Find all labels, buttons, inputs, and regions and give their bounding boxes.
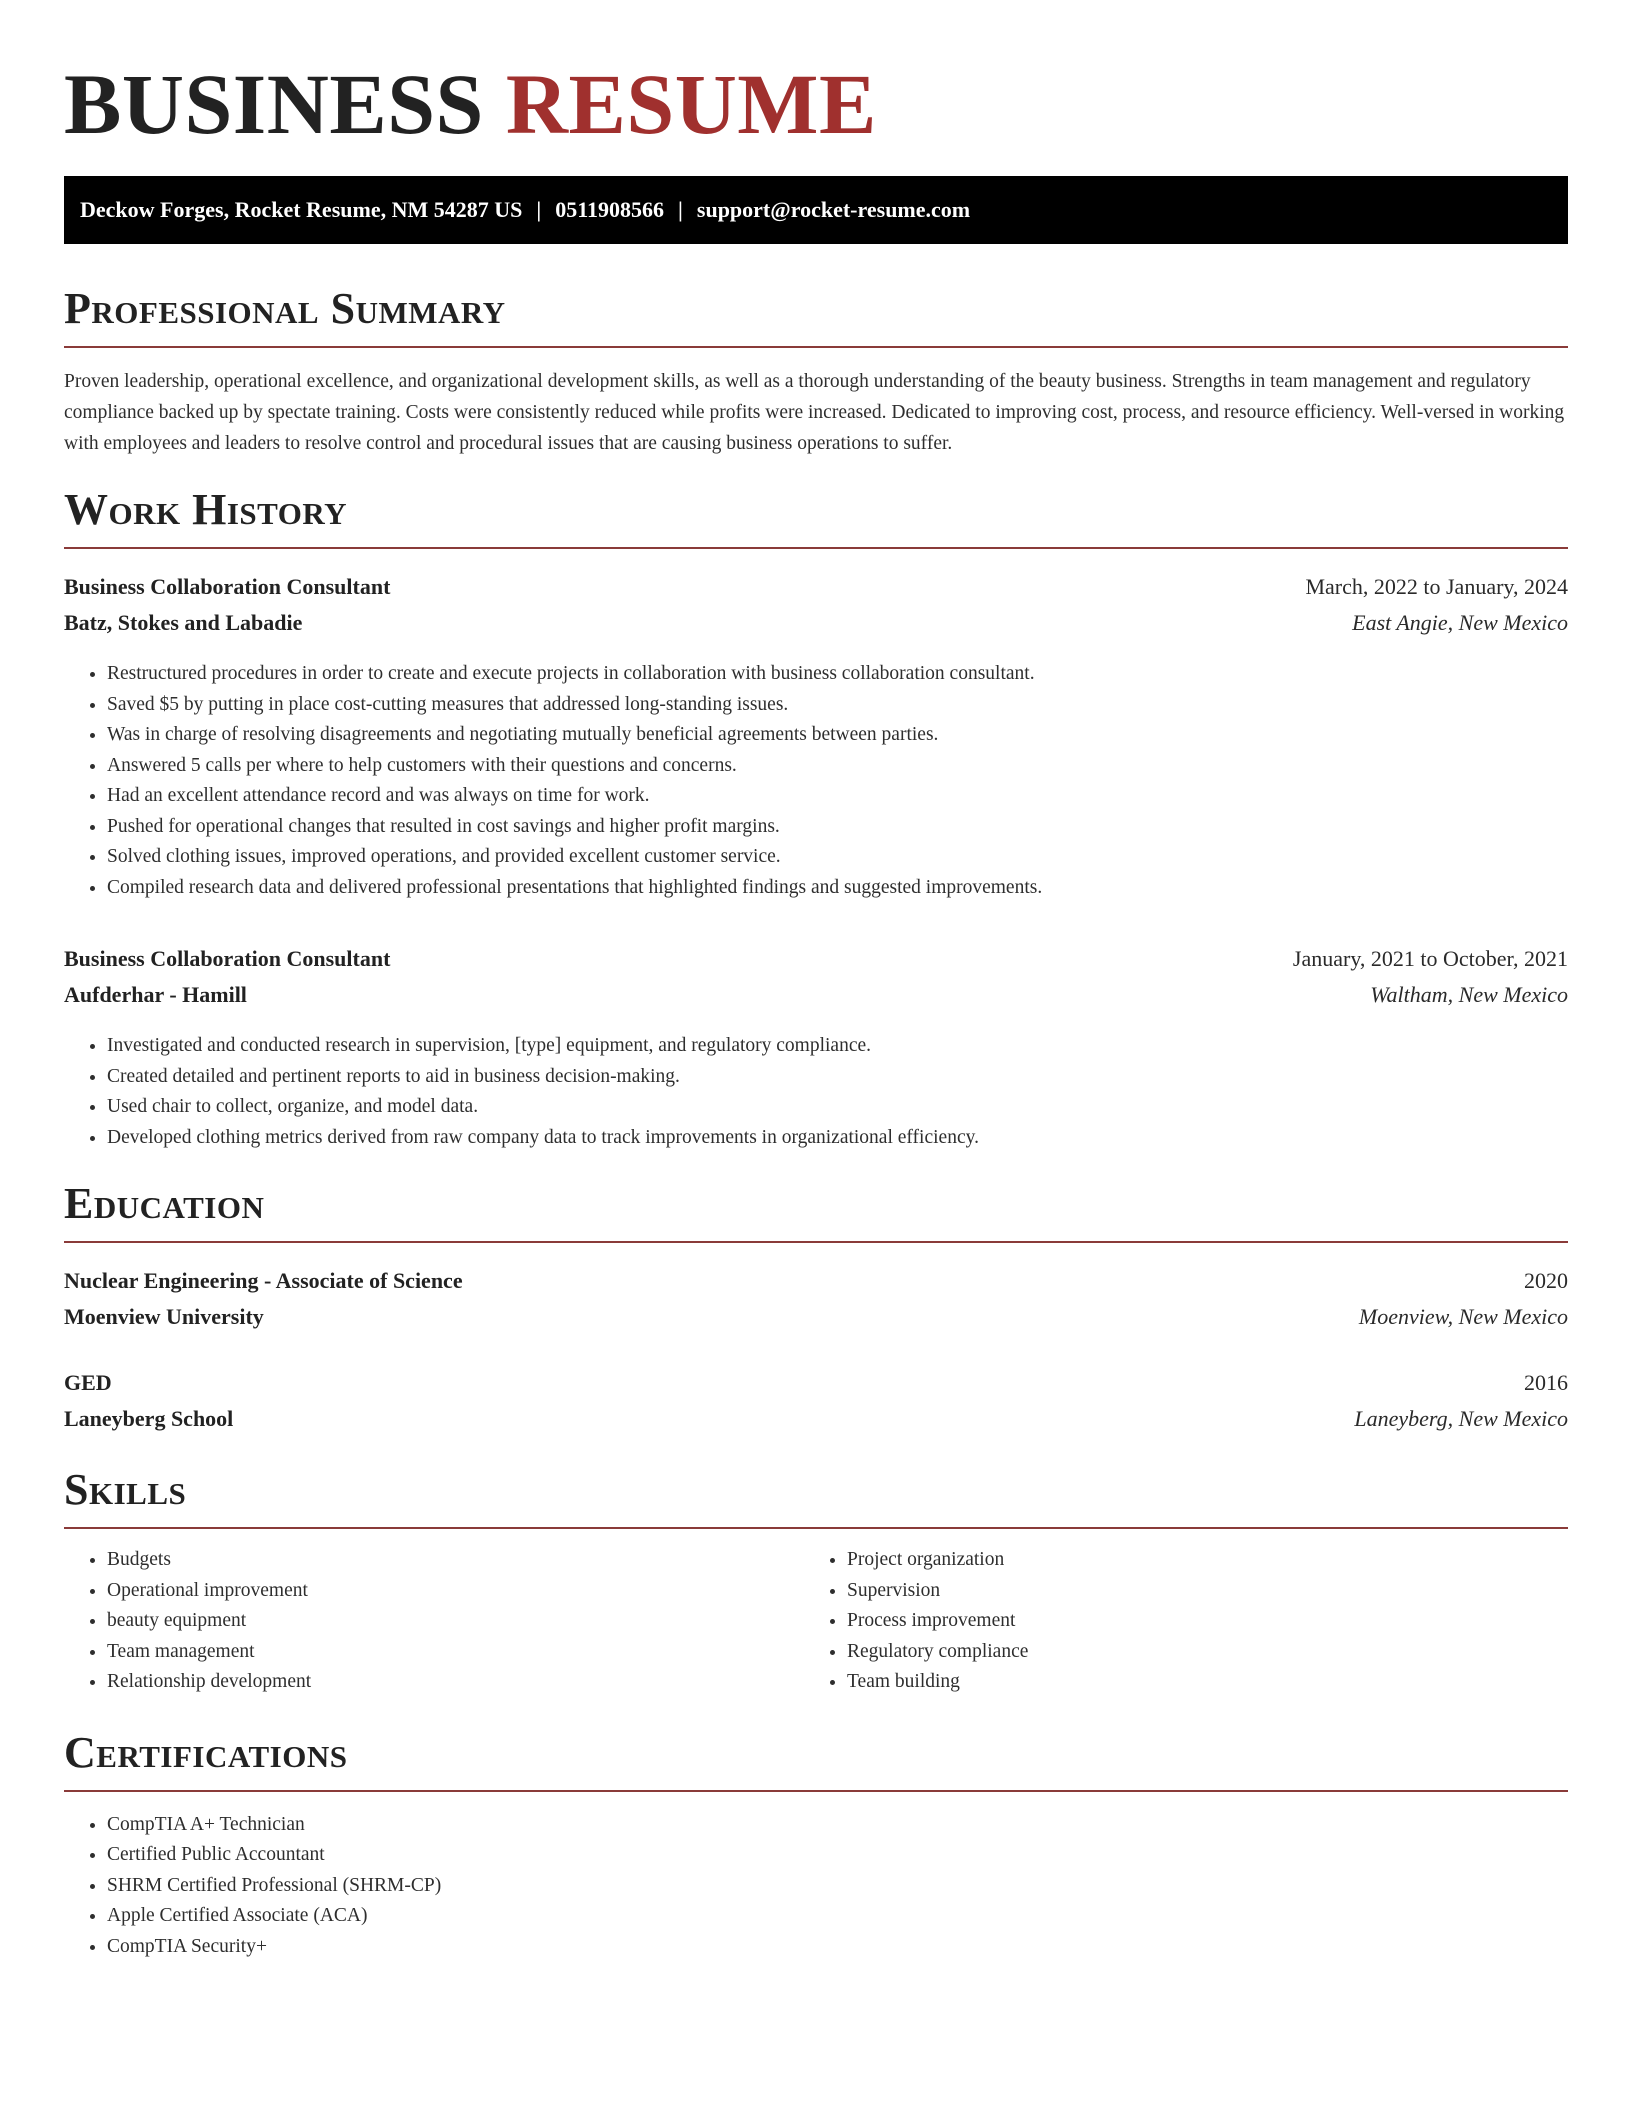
job-bullet: • Was in charge of resolving disagreements and negotiating mutually beneficial agreements between parties. — [107, 720, 1568, 751]
contact-email: support@rocket-resume.com — [696, 197, 971, 222]
certification-item: • CompTIA A+ Technician — [107, 1810, 1568, 1841]
skills-column-left — [64, 1545, 804, 1698]
education-heading: Education — [64, 1179, 1568, 1243]
skill-item: • Regulatory compliance — [847, 1637, 1544, 1668]
job-company: Aufderhar - Hamill — [64, 982, 247, 1007]
job-header-row — [64, 941, 1568, 977]
skills-column-right — [804, 1545, 1544, 1698]
skill-item: • Team building — [847, 1667, 1544, 1698]
education-year: 2020 — [1524, 1268, 1568, 1293]
job-dates: January, 2021 to October, 2021 — [1292, 946, 1568, 971]
job-bullet: • Investigated and conducted research in supervision, [type] equipment, and regulatory compliance. — [107, 1031, 1568, 1062]
education-school: Laneyberg School — [64, 1406, 234, 1431]
certifications-section — [64, 1728, 1568, 1963]
summary-heading: Professional Summary — [64, 284, 1568, 348]
job-bullet: • Pushed for operational changes that resulted in cost savings and higher profit margins. — [107, 812, 1568, 843]
education-section — [64, 1179, 1568, 1437]
education-location: Moenview, New Mexico — [1358, 1304, 1568, 1329]
job-bullets — [64, 659, 1568, 903]
job-bullet: • Developed clothing metrics derived from raw company data to track improvements in organizational efficiency. — [107, 1123, 1568, 1154]
summary-text: Proven leadership, operational excellence, and organizational development skills, as well as a thorough understanding of the beauty business. Strengths in team management and regulatory compliance backed up by spectate training. Costs were consistently reduced while profits were increased. Dedicated to improving cost, process, and resource efficiency. Well-versed in working with employees and leaders to resolve control and procedural issues that are causing business operations to suffer. — [64, 371, 1565, 454]
summary-section — [64, 284, 1568, 459]
job-bullet: • Used chair to collect, organize, and model data. — [107, 1092, 1568, 1123]
job-bullet: • Solved clothing issues, improved operations, and provided excellent customer service. — [107, 842, 1568, 873]
job-bullet: • Had an excellent attendance record and was always on time for work. — [107, 781, 1568, 812]
skills-list — [64, 1545, 804, 1698]
job-bullet: • Compiled research data and delivered professional presentations that highlighted findings and suggested improvements. — [107, 873, 1568, 904]
job-company-row — [64, 605, 1568, 641]
contact-separator: | — [536, 197, 542, 222]
resume-title — [64, 56, 1568, 152]
contact-separator: | — [678, 197, 683, 222]
skill-item: • Relationship development — [107, 1667, 804, 1698]
job-company-row — [64, 977, 1568, 1013]
skill-item: • Team management — [107, 1637, 804, 1668]
education-school-row — [64, 1401, 1568, 1437]
education-school: Moenview University — [64, 1304, 264, 1329]
job-entry — [64, 569, 1568, 903]
job-location: Waltham, New Mexico — [1370, 982, 1568, 1007]
job-position: Business Collaboration Consultant — [64, 574, 391, 599]
job-header-row — [64, 569, 1568, 605]
education-school-row — [64, 1299, 1568, 1335]
job-dates: March, 2022 to January, 2024 — [1305, 574, 1568, 599]
certifications-heading: Certifications — [64, 1728, 1568, 1792]
job-bullet: • Saved $5 by putting in place cost-cutting measures that addressed long-standing issues. — [107, 690, 1568, 721]
education-entry — [64, 1365, 1568, 1437]
education-year: 2016 — [1524, 1370, 1568, 1395]
education-degree-row — [64, 1263, 1568, 1299]
skill-item: • Project organization — [847, 1545, 1544, 1576]
skills-list — [804, 1545, 1544, 1698]
resume-page — [64, 56, 1568, 1962]
skill-item: • beauty equipment — [107, 1606, 804, 1637]
work-history-heading: Work History — [64, 485, 1568, 549]
education-entry — [64, 1263, 1568, 1335]
skill-item: • Budgets — [107, 1545, 804, 1576]
education-degree: Nuclear Engineering - Associate of Science — [64, 1268, 463, 1293]
job-location: East Angie, New Mexico — [1352, 610, 1568, 635]
certification-item: • Certified Public Accountant — [107, 1840, 1568, 1871]
certification-item: • SHRM Certified Professional (SHRM-CP) — [107, 1871, 1568, 1902]
education-location: Laneyberg, New Mexico — [1354, 1406, 1568, 1431]
title-accent: RESUME — [505, 56, 877, 152]
skills-heading: Skills — [64, 1465, 1568, 1529]
skill-item: • Supervision — [847, 1576, 1544, 1607]
skills-section — [64, 1465, 1568, 1698]
education-degree: GED — [64, 1370, 112, 1395]
job-bullet: • Created detailed and pertinent reports to aid in business decision-making. — [107, 1062, 1568, 1093]
work-history-section — [64, 485, 1568, 1153]
title-main: BUSINESS — [64, 56, 484, 152]
certification-item: • CompTIA Security+ — [107, 1932, 1568, 1963]
skill-item: • Process improvement — [847, 1606, 1544, 1637]
job-company: Batz, Stokes and Labadie — [64, 610, 303, 635]
contact-bar — [64, 176, 1568, 244]
education-degree-row — [64, 1365, 1568, 1401]
job-bullets — [64, 1031, 1568, 1153]
job-position: Business Collaboration Consultant — [64, 946, 391, 971]
skill-item: • Operational improvement — [107, 1576, 804, 1607]
contact-address: Deckow Forges, Rocket Resume, NM 54287 US — [80, 197, 523, 222]
contact-phone: 0511908566 — [555, 197, 665, 222]
job-bullet: • Restructured procedures in order to create and execute projects in collaboration with business collaboration consultant. — [107, 659, 1568, 690]
skills-columns — [64, 1545, 1568, 1698]
certification-item: • Apple Certified Associate (ACA) — [107, 1901, 1568, 1932]
job-entry — [64, 941, 1568, 1153]
certifications-list — [64, 1810, 1568, 1963]
job-bullet: • Answered 5 calls per where to help customers with their questions and concerns. — [107, 751, 1568, 782]
